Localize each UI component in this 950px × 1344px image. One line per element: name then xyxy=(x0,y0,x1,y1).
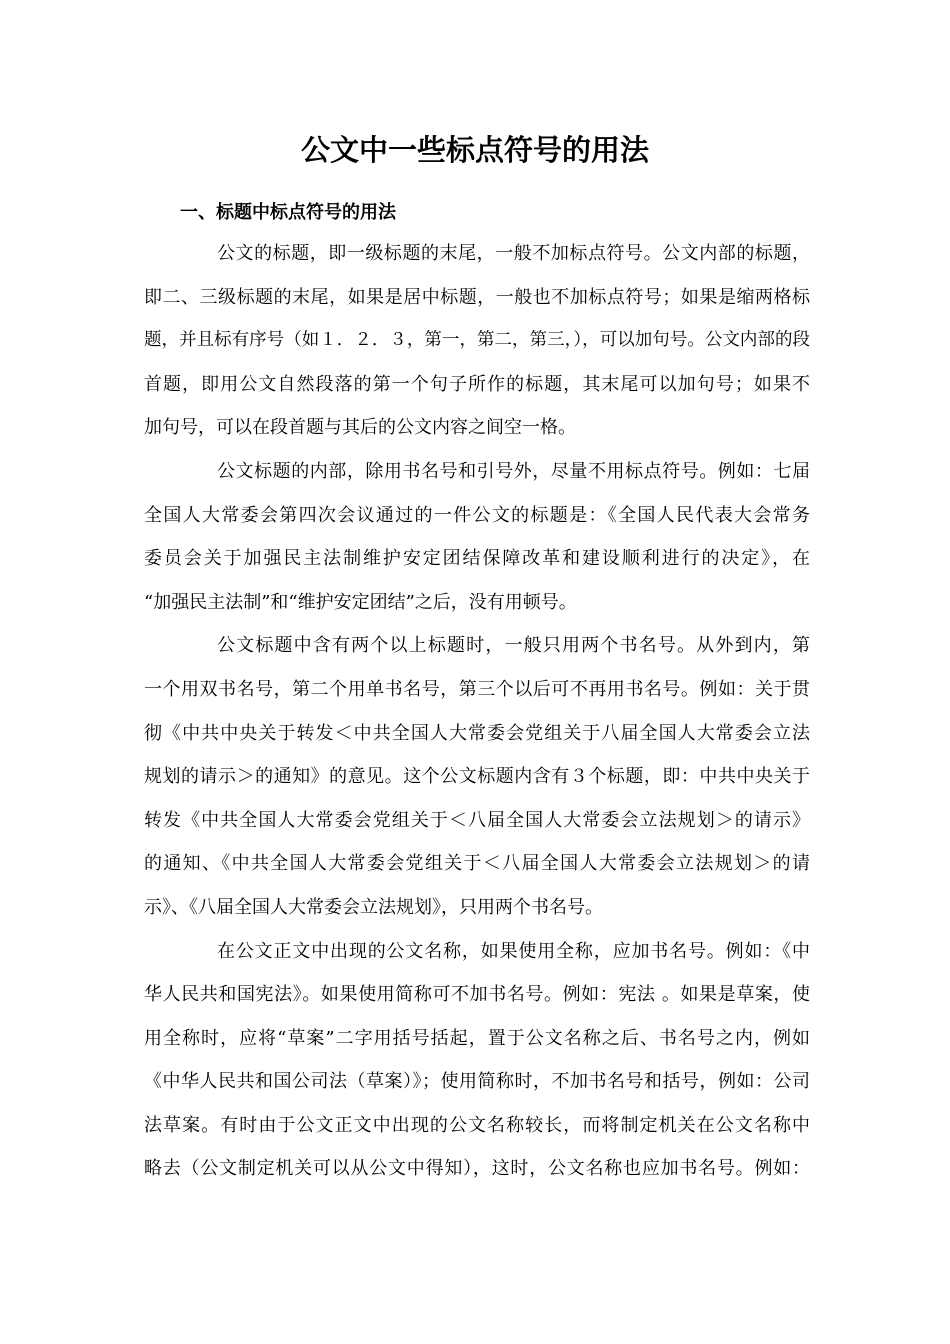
paragraph-line: 彻《中共中央关于转发＜中共全国人大常委会党组关于八届全国人大常委会立法 xyxy=(144,722,810,744)
paragraph-line: 的通知、《中共全国人大常委会党组关于＜八届全国人大常委会立法规划＞的请 xyxy=(144,853,810,875)
document-title: 公文中一些标点符号的用法 xyxy=(300,133,649,167)
section-heading: 一、标题中标点符号的用法 xyxy=(180,202,396,223)
paragraph-line: 委员会关于加强民主法制维护安定团结保障改革和建设顺利进行的决定》，在 xyxy=(144,548,810,570)
paragraph-line: 规划的请示＞的通知》的意见。这个公文标题内含有３个标题，即：中共中央关于 xyxy=(144,766,810,788)
paragraph-line: 用全称时，应将“草案”二字用括号括起，置于公文名称之后、书名号之内，例如 xyxy=(144,1027,810,1049)
paragraph-line: 首题，即用公文自然段落的第一个句子所作的标题，其末尾可以加句号；如果不 xyxy=(144,373,810,395)
paragraph-line: 华人民共和国宪法》。如果使用简称可不加书名号。例如：宪法 。如果是草案，使 xyxy=(144,984,810,1006)
paragraph-line: 一个用双书名号，第二个用单书名号，第三个以后可不再用书名号。例如：关于贯 xyxy=(144,678,810,700)
paragraph-line: 加句号，可以在段首题与其后的公文内容之间空一格。 xyxy=(144,417,576,439)
paragraph-line: 全国人大常委会第四次会议通过的一件公文的标题是：《全国人民代表大会常务 xyxy=(144,504,810,526)
paragraph-line: 公文标题的内部，除用书名号和引号外，尽量不用标点符号。例如：七届 xyxy=(217,460,810,482)
paragraph-line: 《中华人民共和国公司法（草案）》；使用简称时，不加书名号和括号，例如：公司 xyxy=(144,1071,810,1093)
paragraph-line: 题，并且标有序号（如１．２．３，第一，第二，第三，），可以加句号。公文内部的段 xyxy=(144,330,810,351)
paragraph-line: 公文的标题，即一级标题的末尾，一般不加标点符号。公文内部的标题， xyxy=(217,243,810,264)
paragraph-line: 公文标题中含有两个以上标题时，一般只用两个书名号。从外到内，第 xyxy=(217,635,810,657)
paragraph-names-in-text xyxy=(144,930,810,1192)
paragraph-title-punctuation xyxy=(144,232,810,450)
paragraph-line: 法草案。有时由于公文正文中出现的公文名称较长，而将制定机关在公文名称中 xyxy=(144,1114,810,1136)
paragraph-line: 即二、三级标题的末尾，如果是居中标题，一般也不加标点符号；如果是缩两格标 xyxy=(144,286,810,308)
paragraph-multiple-titles xyxy=(144,624,810,929)
document-body xyxy=(144,232,810,1191)
paragraph-line: “加强民主法制”和“维护安定团结”之后，没有用顿号。 xyxy=(144,591,577,613)
paragraph-title-internal xyxy=(144,450,810,624)
paragraph-line: 略去（公文制定机关可以从公文中得知），这时，公文名称也应加书名号。例如： xyxy=(144,1158,810,1180)
paragraph-line: 在公文正文中出现的公文名称，如果使用全称，应加书名号。例如：《中 xyxy=(217,940,810,962)
paragraph-line: 转发《中共全国人大常委会党组关于＜八届全国人大常委会立法规划＞的请示》 xyxy=(144,809,810,831)
paragraph-line: 示》、《八届全国人大常委会立法规划》，只用两个书名号。 xyxy=(144,896,603,918)
